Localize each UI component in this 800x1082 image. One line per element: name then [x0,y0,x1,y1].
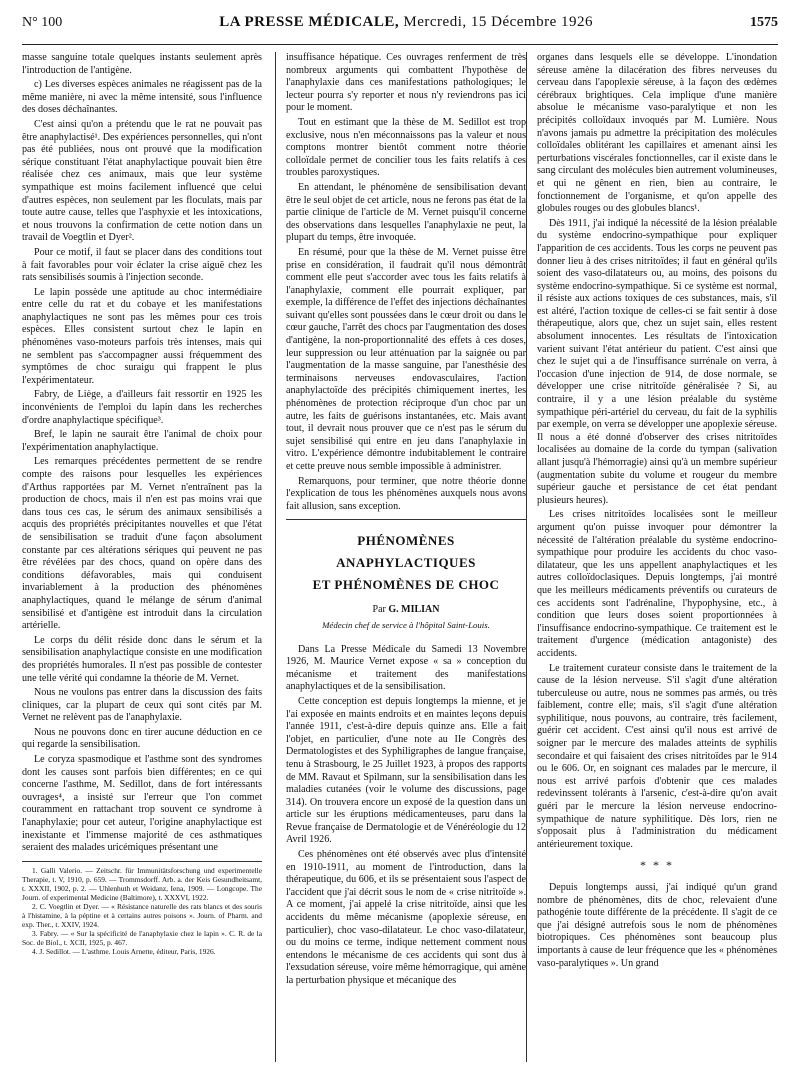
col1-paragraph: Bref, le lapin ne saurait être l'animal de choix pour l'expérimentation anaphylactique. [22,429,262,453]
article-paragraph: Ces phénomènes ont été observés avec plus d'intensité en 1910-1911, au moment de l'introduction, dans la thérapeutique, du 606, et ils se présentaient sous l'aspect de l'accident que j'ai décrit sous le nom de « crise nitritoïde ». A ce moment, j'ai appelé la crise nitritoïde, ainsi que les accidents du même mécanisme (apoplexie séreuse, en particulier), choc vaso-dilatateur. Le choc vaso-dilatateur, ou du moins ce terme, indique nettement comment nous entendons le mécanisme de ces accidents qui sont dus à l'exsudation séreuse, voire même hémorragique, qui amène la perturbation physique et mécanique des [286,849,526,986]
column-divider-1 [275,52,276,1062]
journal-title [219,14,593,31]
page-header [22,14,778,45]
issue-number: N° 100 [22,15,63,30]
article-title-line-2: ET PHÉNOMÈNES DE CHOC [312,577,500,593]
col3-paragraph: Les crises nitritoïdes localisées sont le meilleur argument qu'on puisse invoquer pour démontrer la nécessité de l'altération préalable du système endocrino-sympathique pour produire les accidents du choc vaso-dilatateur, que les uns appellent anaphylactiques et les autres colloïdoclasiques. Depuis longtemps, j'ai montré que les meilleurs médicaments préventifs ou curateurs de ces accidents sont l'adrénaline, l'hypophysine, etc., à condition que leurs doses soient proportionnées à l'insuffisance endocrino-sympathique. Ce traitement est le traitement d'urgence (médication antagoniste) des accidents. [537,509,777,659]
article-block [286,519,526,989]
column-3 [537,52,777,972]
author-name: G. MILIAN [388,604,440,616]
col2-paragraph: En résumé, pour que la thèse de M. Vernet puisse être prise en considération, il faudrait qu'il nous démontrât comment elle peut s'accorder avec tous les faits relatifs à l'anaphylaxie, comment elle pourrait expliquer, par exemple, la différence de l'effet des injections déchaînantes suivant qu'elles sont poussées dans le cœur droit ou dans le cœur gauche, l'arrêt des chocs par l'augmentation des doses d'antigène, la non-proportionnalité des effets à ces doses, leur suppression ou leur atténuation par la saignée ou par l'augmentation de la masse sanguine, par l'anesthésie des terminaisons nerveuses endovasculaires, l'action anaphylactoïde des précipités chimiquement inertes, les phénomènes de protection réciproque d'un choc par un autre, les faits de guérisons instantanées, etc. Mais avant tout, il devrait nous prouver que ce n'est pas le sérum du sujet sensibilisé qui entre en jeu dans l'anaphylaxie in vitro. L'expérience démontre indubitablement le contraire et cette preuve nous semble impossible à administrer. [286,246,526,472]
col3-paragraph: Le traitement curateur consiste dans le traitement de la cause de la lésion nerveuse. S'il s'agit d'une altération tuberculeuse ou autre, nous ne sommes pas armés, ou très faiblement, contre elle; mais, s'il s'agit d'une altération syphilitique, nous pouvons, au contraire, très facilement, guérir cet accident. C'est ainsi qu'il nous est arrivé de soigner par le mercure des malades atteints de syphilis secondaire et qui faisaient des crises nitritoïdes par le 914 ou le 606. Or, en soignant ces malades par le mercure, il nous est arrivé parfois d'obtenir que ces malades redevinssent tolérants à l'arsenic, c'est-à-dire qu'on avait guéri par le mercure la lésion nerveuse endocrino-sympathique de nature syphilitique. Dès lors, rien ne s'opposait plus à l'administration du médicament antérieurement toxique. [537,662,777,850]
col1-paragraph: Nous ne voulons pas entrer dans la discussion des faits cliniques, car la plupart de ceux qui sont cités par M. Vernet ne relèvent pas de l'anaphylaxie. [22,687,262,724]
col1-paragraph: C'est ainsi qu'on a prétendu que le rat ne pouvait pas être anaphylactisé¹. Des expériences personnelles, qui n'ont pas été publiées, nous ont prouvé que la modification sérique constituant l'état anaphylactique pouvait bien être réalisée chez ces animaux, mais que leur système sympathique est moins facilement influencé que celui d'autres espèces, non seulement par les floculats, mais par toute autre cause, telles que l'asphyxie et les intoxications, et nous trouvons la confirmation de cette notion dans un travail de Voegtlin et Dyer². [22,118,262,244]
footnote: 2. C. Voegtlin et Dyer. — « Résistance naturelle des rats blancs et des souris à l'histamine, à la péptine et à certains autres poisons ». Journ. of Pharm. and exp. Ther., t. XXIV, 1924. [22,901,262,929]
col3-paragraph: Dès 1911, j'ai indiqué la nécessité de la lésion préalable du système endocrino-sympathique pour expliquer l'apparition de ces accidents. Tous les corps ne peuvent pas donner lieu à des crises nitritoïdes; il faut en général qu'ils soient des vaso-dilatateurs ou, au moins, des poisons du système endocrino-sympathique. Si ce système est normal, il résiste aux actions toxiques de ces substances, mais, s'il est altéré, l'action toxique de celles-ci se fait sentir à dose thérapeutique, alors que, chez un sujet sain, elles restent absolument innocentes. Les résultats de l'intoxication varient suivant l'état antérieur du patient. C'est ainsi que chez le sujet qui a de l'insuffisance surrénale on verra, à l'occasion d'une injection de 914, de dose normale, se développer une crise nitritoïde généralisée ? Si, au contraire, il y a une lésion préalable du système sympathique péri-artériel du cerveau, du fait de la syphilis par exemple, on verra se développer une apoplexie séreuse. Il nous a été donné d'observer des crises nitritoïdes localisées au domaine de la corde du tympan (salivation allant jusqu'à l'hémorragie) ainsi qu'à un membre supérieur (augmentation subite du volume et rougeur du membre supérieur gauche et persistance de cet état pendant plusieurs heures). [537,217,777,506]
col1-paragraph: Pour ce motif, il faut se placer dans des conditions tout à fait favorables pour voir éclater la crise aiguë chez les rats sensibilisés soumis à l'injection seconde. [22,246,262,284]
column-divider-2 [526,52,527,1062]
article-separator [286,519,526,520]
col1-paragraph: masse sanguine totale quelques instants seulement après l'introduction de l'antigène. [22,52,262,76]
author-affiliation: Médecin chef de service à l'hôpital Saint-Louis. [322,619,490,630]
col1-paragraph: c) Les diverses espèces animales ne réagissent pas de la même manière, ni avec la même intensité, sous l'influence des doses déchaînantes. [22,79,262,116]
col1-paragraph: Les remarques précédentes permettent de se rendre compte des raisons pour lesquelles les expériences d'Arthus rapportées par M. Vernet n'entraînent pas la production de chocs, mais il n'en est pas moins vrai que dans tous ces cas, le sérum des animaux sensibilisés a acquis des propriétés précipitantes nouvelles et que l'état de sensibilisation se traduit d'une façon absolument constante par ces altérations sériques qui peuvent ne pas être révélées par des chocs, quand on opère dans des conditions défavorables, mais qui conduisent invariablement à la production des phénomènes anaphylactiques, quand le mélange de sérum d'animal sensibilisé et d'antigène est introduit dans la circulation artérielle. [22,456,262,632]
column-2 [286,52,526,515]
col2-paragraph: En attendant, le phénomène de sensibilisation devant être le seul objet de cet article, nous ne ferons pas état de la partie clinique de l'article de M. Vernet puisqu'il concerne des observations dans lesquelles l'anaphylaxie ne peut, la plupart du temps, être invoquée. [286,181,526,244]
footnote: 1. Galli Valerio. — Zeitschr. für Immunitätsforschung und experimentelle Therapie, t. V, 1910, p. 659. — Trommsdorff. Arb. a. der Keis Gesundheitsamt, t. XXXII, 1902, p. 2. — Uhlenhuth et Weidanz, Iena, 1909. — Longcope. The Journ. of experimental Medicine (Baltimore), t. XXXVI, 1922. [22,865,262,902]
col1-paragraph: Le coryza spasmodique et l'asthme sont des syndromes dont les causes sont parfois bien différentes; en ce qui concerne l'asthme, M. Sedillot, dans de fort intéressants ouvrages⁴, a insisté sur l'erreur que l'on commet couramment en rattachant trop souvent ce syndrome à l'anaphylaxie; pour cet auteur, l'origine anaphylactique est inexistante et l'immense majorité de ces asthmatiques seraient des malades uricémiques présentant une [22,754,262,854]
footnotes [22,861,262,956]
footnote: 4. J. Sedillot. — L'asthme. Louis Arnette, éditeur, Paris, 1926. [32,946,216,956]
article-author [286,604,526,617]
issue-date: Mercredi, 15 Décembre 1926 [403,14,594,30]
footnote: 3. Fabry. — « Sur la spécificité de l'anaphylaxie chez le lapin ». C. R. de la Soc. de Biol., t. XCII, 1925, p. 467. [22,928,262,947]
author-prefix: Par [372,604,386,616]
col2-paragraph: insuffisance hépatique. Ces ouvrages renferment de très nombreux arguments qui combattent l'hypothèse de l'anaphylaxie dans ces manifestations pathologiques; le lecteur pourra s'y reporter et nous n'y reviendrons pas ici pour le moment. [286,52,526,114]
column-1 [22,52,262,1062]
col3-paragraph: organes dans lesquels elle se développe. L'inondation séreuse amène la dilacération des fibres nerveuses du cerveau dans l'apoplexie séreuse, à la façon des œdèmes cérébraux brightiques. Cela implique d'une manière absolue le mécanisme vaso-paralytique et non les précipités colloïdaux invoqués par M. Lumière. Nous n'avons jamais pu admettre la précipitation des molécules colloïdales oblitérant les capillaires et amenant ainsi les perturbations viscérales fonctionnelles, car il existe dans le sang circulant des molécules bien autrement volumineuses, et qui ne gênent en rien, bien au contraire, le fonctionnement de l'organisme, et qu'on appelle des globules rouges ou des globules blancs¹. [537,52,777,215]
col1-paragraph: Le corps du délit réside donc dans le sérum et la sensibilisation anaphylactique consiste en une modification des propriétés humorales. Il n'est pas possible de contester une telle vérité qui condamne la théorie de M. Vernet. [22,634,262,684]
col1-paragraph: Fabry, de Liège, a d'ailleurs fait ressortir en 1925 les inconvénients de l'emploi du lapin dans les recherches d'ordre anaphylactique spécifique³. [22,389,262,426]
col2-paragraph: Tout en estimant que la thèse de M. Sedillot est trop exclusive, nous n'en méconnaissons pas la valeur et nous comptons montrer bientôt comment notre théorie colloïdale permet de concilier tous les faits relatifs à ces troubles paroxystiques. [286,116,526,179]
article-paragraph: Cette conception est depuis longtemps la mienne, et je l'ai exposée en maints endroits et en maintes leçons depuis l'année 1911, c'est-à-dire depuis quinze ans. Elle a fait l'objet, en particulier, d'une note au IIe Congrès des Dermatologistes et des Syphiligraphes de langue française, tenu à Strasbourg, le 25 Juillet 1923, à propos des rapports de MM. Ravaut et Spilmann, sur la sensibilisation dans les maladies cutanées (voir le volume des discussions, page 314). On trouvera encore un exposé de la question dans un article sur les éruptions médicamenteuses, paru dans la Revue française de Dermatologie et de Vénéréologie du 12 Avril 1926. [286,695,526,846]
section-separator-stars: * * * [640,858,674,873]
col1-paragraph: Nous ne pouvons donc en tirer aucune déduction en ce qui regarde la sensibilisation. [22,726,262,751]
col3-paragraph: Depuis longtemps aussi, j'ai indiqué qu'un grand nombre de phénomènes, dits de choc, relevaient d'une pathogénie toute différente de la précédente. Il s'agit de ce que j'ai désigné autrefois sous le nom de phénomènes biotropiques. Ces phénomènes sont beaucoup plus importants à cause de leur fréquence que les « phénomènes vaso-paralytiques ». Un grand [537,882,777,969]
article-title [286,530,526,596]
col2-paragraph: Remarquons, pour terminer, que notre théorie donne l'explication de tous les phénomènes auxquels nous avons fait allusion, sans exception. [286,475,526,512]
page-number: 1575 [749,15,778,30]
journal-name: LA PRESSE MÉDICALE, [219,14,400,30]
col1-paragraph: Le lapin possède une aptitude au choc intermédiaire entre celle du rat et du cobaye et les manifestations anaphylactiques ne sont pas les mêmes pour ces trois espèces. Elles consistent surtout chez le lapin en phénomènes vaso-moteurs parfois très intenses, mais qui ne semblent pas s'accompagner aussi fréquemment des symptômes de choc suraigu qui frappent le plus l'expérimentateur. [22,286,262,386]
article-paragraph: Dans La Presse Médicale du Samedi 13 Novembre 1926, M. Maurice Vernet expose « sa » conception du mécanisme et traitement des manifestations anaphylactiques et de la sensibilisation. [286,643,526,693]
article-title-line-1: PHÉNOMÈNES ANAPHYLACTIQUES [336,533,476,571]
